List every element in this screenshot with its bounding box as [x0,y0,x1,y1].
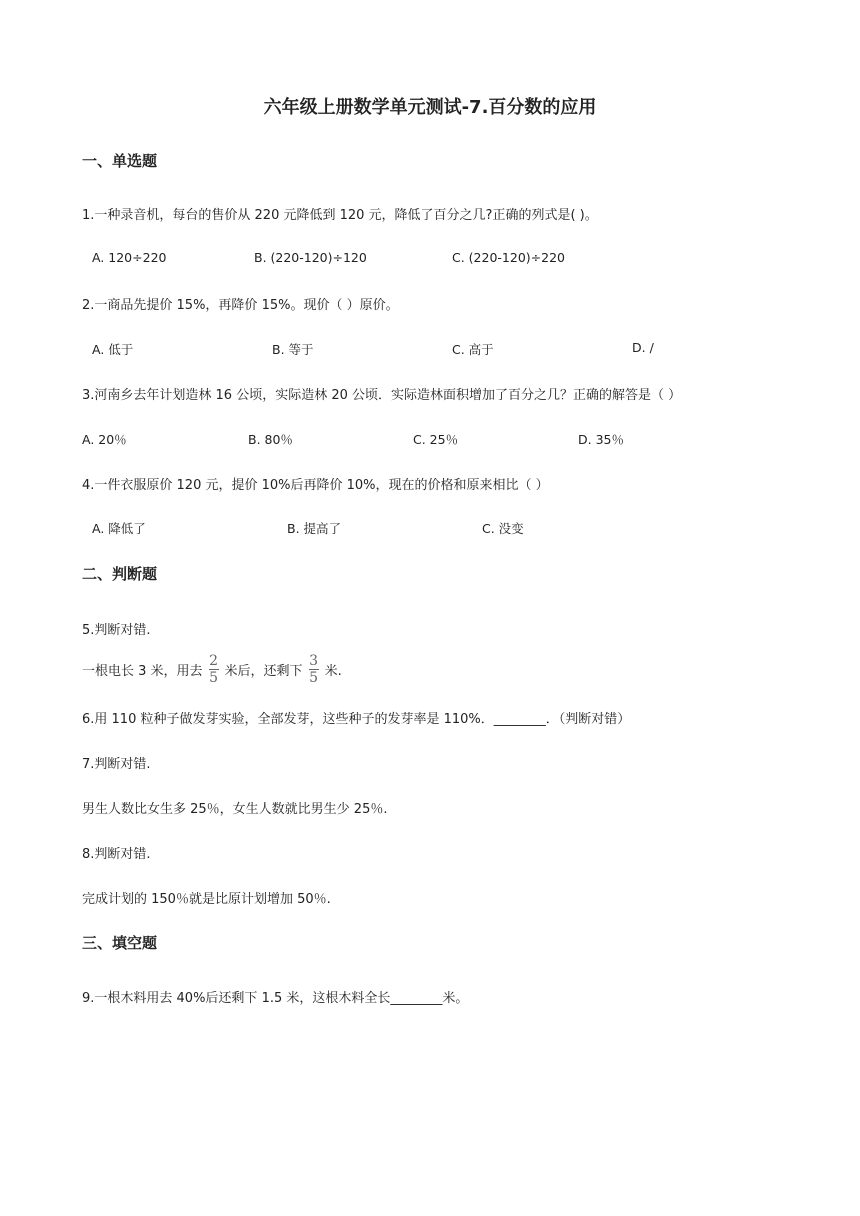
question-2-text: 2.一商品先提价 15%，再降价 15%。现价（ ）原价。 [82,298,399,313]
question-4-option-a: A. 降低了 [92,521,146,536]
question-3-option-a: A. 20％ [82,432,127,447]
question-4-option-b: B. 提高了 [287,521,342,536]
fraction-2-denominator: 5 [309,670,319,686]
question-1-option-a: A. 120÷220 [92,250,167,265]
fraction-1-numerator: 2 [209,653,218,669]
section-heading-true-false: 二、判断题 [82,565,158,583]
fraction-1-denominator: 5 [209,670,218,686]
question-7-head: 7.判断对错. [82,757,151,772]
question-3-option-c: C. 25％ [413,432,459,447]
question-2-option-c: C. 高于 [452,342,494,357]
question-5-part1: 一根电长 3 米，用去 [82,664,203,679]
question-1-option-c: C. (220-120)÷220 [452,250,565,265]
section-heading-fill-blank: 三、填空题 [82,934,158,952]
section-heading-single-choice: 一、单选题 [82,152,158,170]
question-3-option-b: B. 80％ [248,432,293,447]
question-7-text: 男生人数比女生多 25％，女生人数就比男生少 25％. [82,802,388,817]
question-6-text: 6.用 110 粒种子做发芽实验，全部发芽，这些种子的发芽率是 110%．________．（判断对错） [82,712,631,727]
fraction-three-fifths [309,654,319,685]
question-2-option-a: A. 低于 [92,342,134,357]
question-3-option-d: D. 35％ [578,432,624,447]
question-1-text: 1.一种录音机，每台的售价从 220 元降低到 120 元，降低了百分之几?正确的列式是( )。 [82,208,598,223]
question-3-text: 3.河南乡去年计划造林 16 公顷，实际造林 20 公顷．实际造林面积增加了百分之几？正确的解答是（ ） [82,388,682,403]
question-9-text: 9.一根木料用去 40%后还剩下 1.5 米，这根木料全长________米。 [82,991,469,1006]
question-8-head: 8.判断对错. [82,847,151,862]
question-5-head: 5.判断对错. [82,623,151,638]
question-5-part2: 米后，还剩下 [224,664,303,679]
question-4-option-c: C. 没变 [482,521,524,536]
question-5-text [82,654,342,685]
page-title: 六年级上册数学单元测试-7.百分数的应用 [263,97,597,118]
question-8-text: 完成计划的 150％就是比原计划增加 50％. [82,892,331,907]
question-5-part3: 米. [324,664,342,679]
question-1-option-b: B. (220-120)÷120 [254,250,367,265]
fraction-2-numerator: 3 [309,653,319,669]
fraction-two-fifths [209,654,219,685]
question-2-option-d: D. / [632,340,654,355]
question-4-text: 4.一件衣服原价 120 元，提价 10%后再降价 10%，现在的价格和原来相比（ ） [82,478,549,493]
question-2-option-b: B. 等于 [272,342,314,357]
